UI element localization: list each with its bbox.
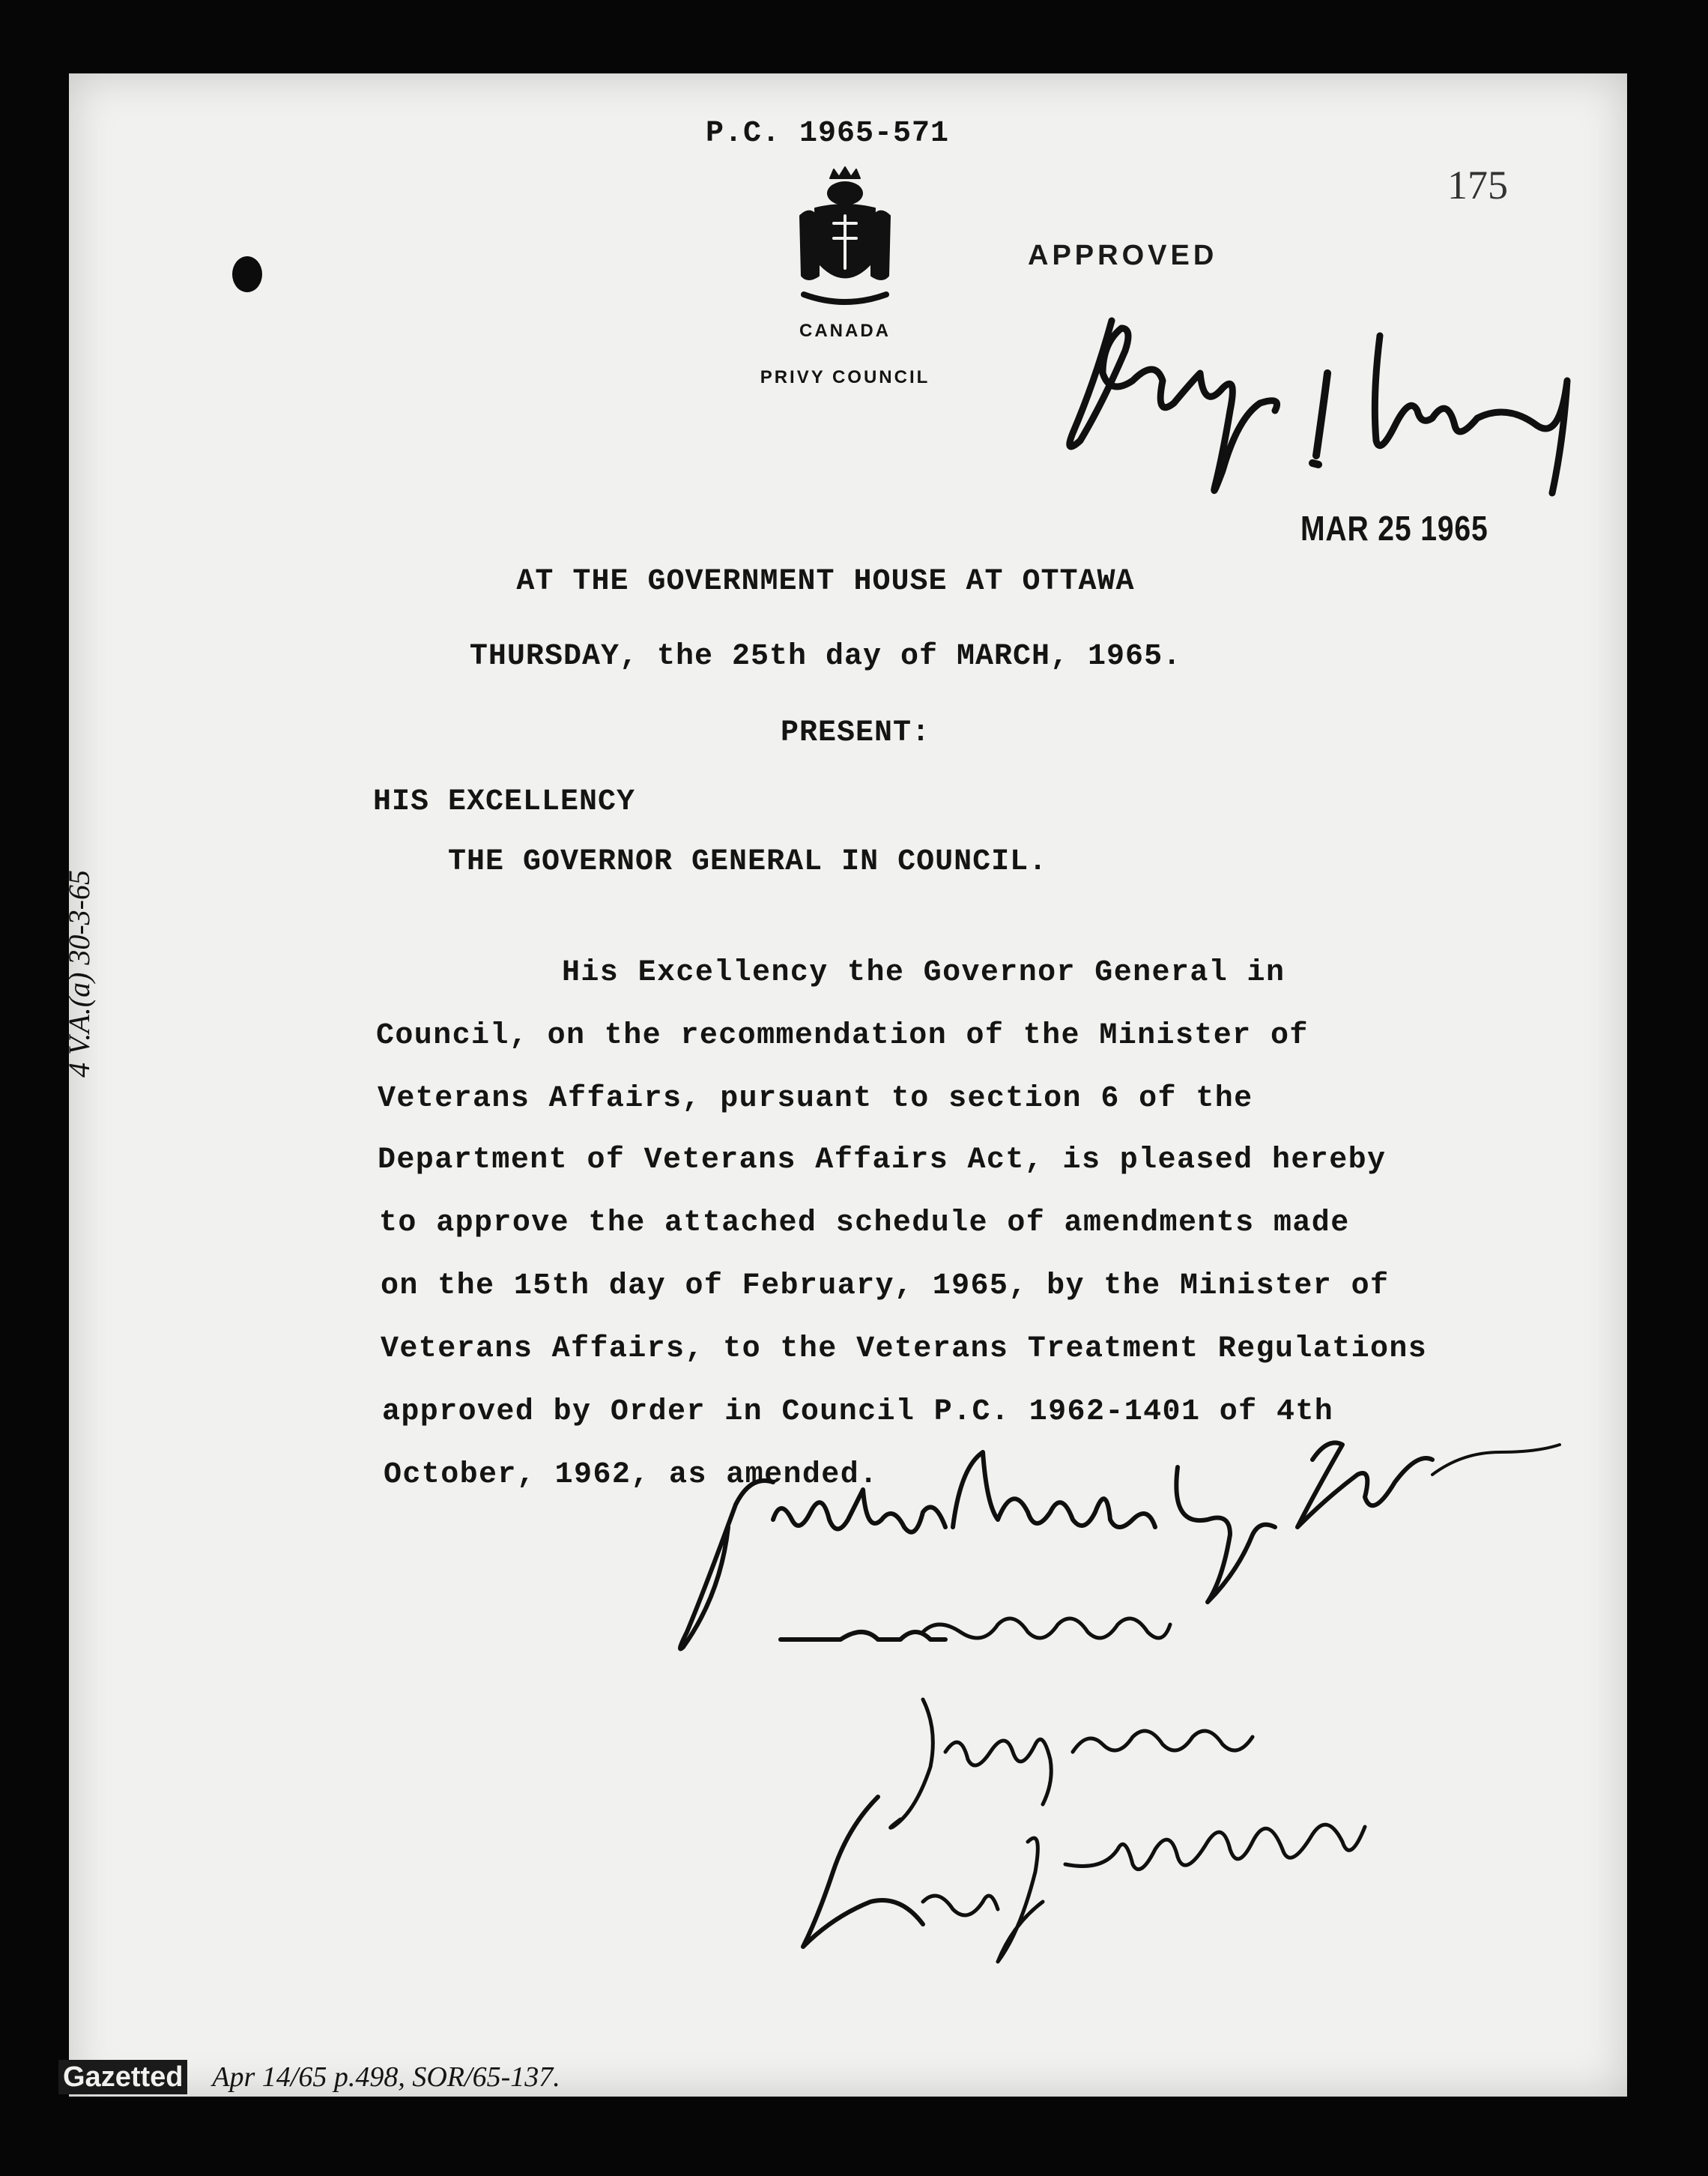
body-line: Department of Veterans Affairs Act, is pleased hereby <box>378 1143 1387 1177</box>
body-line: to approve the attached schedule of amendments made <box>379 1206 1350 1240</box>
margin-note: 4 V.A.(a) 30-3-65 <box>62 870 96 1078</box>
page-number: 175 <box>1447 163 1508 208</box>
body-line: Veterans Affairs, pursuant to section 6 of the <box>378 1082 1253 1116</box>
body-line: His Excellency the Governor General in <box>562 956 1285 990</box>
body-line: October, 1962, as amended. <box>384 1458 879 1492</box>
heading-present: PRESENT: <box>780 716 931 750</box>
document-page <box>62 73 1627 2097</box>
gazetted-note: Apr 14/65 p.498, SOR/65-137. <box>212 2061 560 2093</box>
gazetted-label: Gazetted <box>58 2060 187 2094</box>
canada-crest-icon <box>793 163 897 313</box>
body-line: on the 15th day of February, 1965, by the Minister of <box>381 1269 1390 1303</box>
crest-label-canada: CANADA <box>799 321 891 341</box>
punch-hole <box>232 256 262 292</box>
addressee-his-excellency: HIS EXCELLENCY <box>373 785 636 819</box>
body-line: approved by Order in Council P.C. 1962-1401 of 4th <box>382 1395 1334 1429</box>
pc-number: P.C. 1965-571 <box>706 117 950 151</box>
heading-date: THURSDAY, the 25th day of MARCH, 1965. <box>469 640 1182 674</box>
addressee-governor-general: THE GOVERNOR GENERAL IN COUNCIL. <box>448 845 1048 879</box>
heading-place: AT THE GOVERNMENT HOUSE AT OTTAWA <box>516 565 1135 599</box>
minister-signature-2 <box>766 1580 1230 1669</box>
footer-gazetted <box>58 2061 560 2095</box>
approval-date: MAR 25 1965 <box>1300 509 1489 548</box>
crest-label-privy-council: PRIVY COUNCIL <box>760 367 930 387</box>
approved-stamp: APPROVED <box>1028 240 1218 271</box>
minister-signature-4 <box>788 1752 1402 1977</box>
body-line: Council, on the recommendation of the Minister of <box>376 1019 1309 1053</box>
body-line: Veterans Affairs, to the Veterans Treatment Regulations <box>381 1332 1428 1366</box>
